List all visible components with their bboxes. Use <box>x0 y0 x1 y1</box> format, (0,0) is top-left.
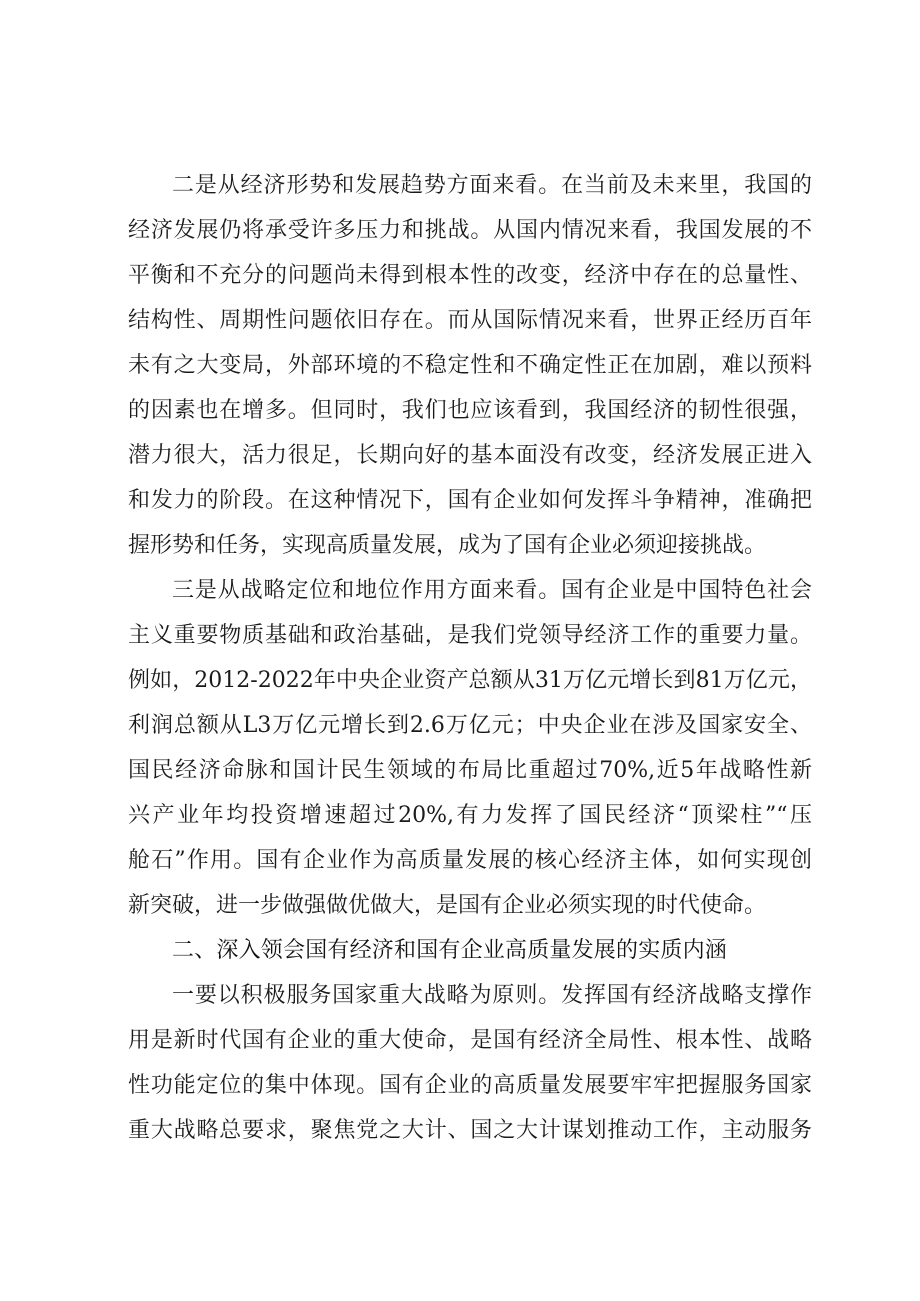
paragraph-2-line-7: 舱石”作用。国有企业作为高质量发展的核心经济主体，如何实现创 <box>128 848 812 873</box>
paragraph-2-line-1: 三是从战略定位和地位作用方面来看。国有企业是中国特色社会 <box>172 578 812 603</box>
paragraph-1-line-1: 二是从经济形势和发展趋势方面来看。在当前及未来里，我国的 <box>172 173 812 198</box>
paragraph-1-line-3: 平衡和不充分的问题尚未得到根本性的改变，经济中存在的总量性、 <box>128 263 812 288</box>
paragraph-2-line-5: 国民经济命脉和国计民生领域的布局比重超过70%,近5年战略性新 <box>128 758 812 783</box>
section-heading: 二、深入领会国有经济和国有企业高质量发展的实质内涵 <box>172 938 728 963</box>
paragraph-1-line-2: 经济发展仍将承受许多压力和挑战。从国内情况来看，我国发展的不 <box>128 218 812 243</box>
paragraph-1-line-8: 和发力的阶段。在这种情况下，国有企业如何发挥斗争精神，准确把 <box>128 488 812 513</box>
paragraph-2-line-4: 利润总额从L3万亿元增长到2.6万亿元；中央企业在涉及国家安全、 <box>128 713 812 738</box>
paragraph-1-line-9: 握形势和任务，实现高质量发展，成为了国有企业必须迎接挑战。 <box>128 533 767 558</box>
paragraph-1-line-5: 未有之大变局，外部环境的不稳定性和不确定性正在加剧，难以预料 <box>128 353 812 378</box>
paragraph-2-line-3: 例如，2012-2022年中央企业资产总额从31万亿元增长到81万亿元， <box>128 668 812 693</box>
paragraph-3-line-3: 性功能定位的集中体现。国有企业的高质量发展要牢牢把握服务国家 <box>128 1073 812 1098</box>
paragraph-2-line-8: 新突破，进一步做强做优做大，是国有企业必须实现的时代使命。 <box>128 893 767 918</box>
paragraph-1-line-6: 的因素也在增多。但同时，我们也应该看到，我国经济的韧性很强， <box>128 398 812 423</box>
paragraph-1-line-7: 潜力很大，活力很足，长期向好的基本面没有改变，经济发展正进入 <box>128 443 812 468</box>
paragraph-2-line-2: 主义重要物质基础和政治基础，是我们党领导经济工作的重要力量。 <box>128 623 812 648</box>
paragraph-2-line-6: 兴产业年均投资增速超过20%,有力发挥了国民经济“顶梁柱”“压 <box>128 803 812 828</box>
paragraph-1-line-4: 结构性、周期性问题依旧存在。而从国际情况来看，世界正经历百年 <box>128 308 812 333</box>
paragraph-3-line-1: 一要以积极服务国家重大战略为原则。发挥国有经济战略支撑作 <box>172 983 812 1008</box>
paragraph-3-line-2: 用是新时代国有企业的重大使命，是国有经济全局性、根本性、战略 <box>128 1028 812 1053</box>
paragraph-3-line-4: 重大战略总要求，聚焦党之大计、国之大计谋划推动工作，主动服务 <box>128 1118 812 1143</box>
